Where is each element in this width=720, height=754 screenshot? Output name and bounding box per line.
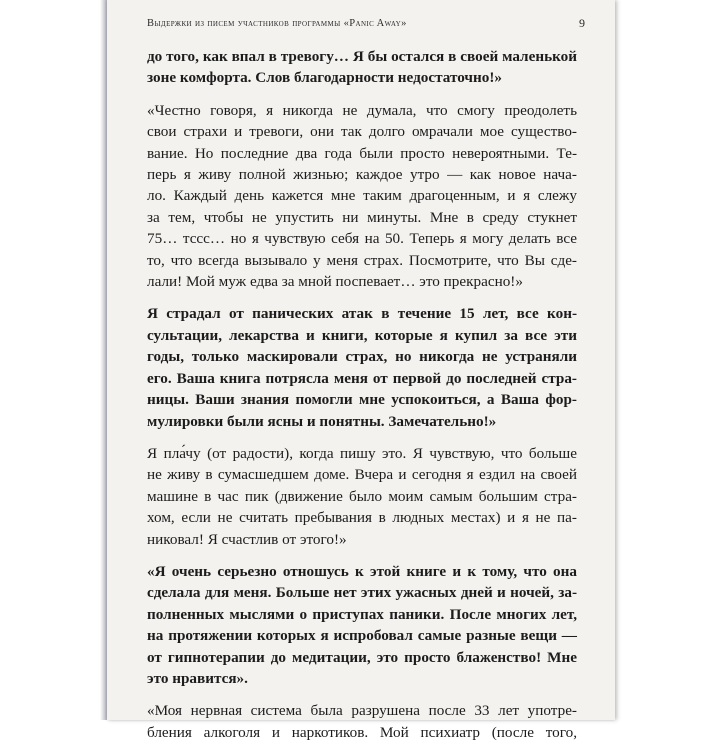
text-line: Я пла́чу (от радости), когда пишу это. Я чувствую, что больше [147, 444, 577, 462]
text-line: вание. Но последние два года были просто невероятными. Те- [147, 144, 577, 162]
text-line: «Я очень серьезно отношусь к этой книге и к тому, что она [147, 562, 577, 580]
paragraph [147, 100, 577, 293]
running-title: Выдержки из писем участников программы «Panic Away» [147, 18, 407, 29]
text-line: сделала для меня. Больше нет этих ужасных дней и ночей, за- [147, 584, 577, 602]
text-line: от гипнотерапии до медитации, это просто блаженство! Мне [147, 648, 577, 666]
text-line: мулировки были ясны и понятны. Замечательно!» [147, 412, 497, 430]
paragraph [147, 46, 577, 89]
text-line: «Честно говоря, я никогда не думала, что смогу преодолеть [147, 101, 577, 119]
page-number: 9 [579, 16, 585, 30]
text-line: хом, если не считать пребывания в людных местах) и я не па- [147, 509, 577, 527]
text-line: до того, как впал в тревогу… Я бы остался в своей маленькой [147, 48, 577, 65]
text-line: это нравится». [147, 669, 248, 687]
paragraph [147, 700, 577, 743]
text-line: свои страхи и тревоги, они так долго омрачали мое существо- [147, 123, 577, 141]
text-line: бления алкоголя и наркотиков. Мой психиатр (после того, [147, 723, 577, 741]
text-line: его. Ваша книга потрясла меня от первой до последней стра- [147, 369, 577, 387]
book-page [107, 0, 615, 741]
text-line: зоне комфорта. Слов благодарности недостаточно!» [147, 69, 502, 87]
text-line: никовал! Я счастлив от этого!» [147, 530, 347, 548]
text-line: годы, только маскировали страх, но никогда не устраняли [147, 348, 577, 366]
paragraph [147, 443, 577, 550]
text-line: сультации, лекарства и книги, которые я купил за все эти [147, 326, 577, 344]
paragraph [147, 303, 577, 431]
text-line: ло. Каждый день кажется мне таким драгоценным, и я слежу [147, 187, 577, 205]
text-line: 75… тссс… но я чувствую себя на 50. Теперь я могу делать все [147, 230, 577, 248]
text-line: перь я живу полной жизнью; каждое утро — как новое нача- [147, 166, 577, 184]
text-line: на протяжении которых я испробовал самые разные вещи — [147, 627, 577, 645]
text-line: «Моя нервная система была разрушена после 33 лет употре- [147, 702, 577, 720]
text-line: за тем, чтобы не упустить ни минуты. Мне в среду стукнет [147, 208, 577, 226]
text-line: лали! Мой муж едва за мной поспевает… это прекрасно!» [147, 273, 523, 291]
text-line: то, что всегда вызывало у меня страх. Посмотрите, что Вы сде- [147, 251, 577, 269]
text-line: не живу в сумасшедшем доме. Вчера и сегодня я ездил на своей [147, 466, 577, 484]
text-line: ницы. Ваши знания помогли мне успокоиться, а Ваша фор- [147, 391, 577, 409]
text-line: Я страдал от панических атак в течение 15 лет, все кон- [147, 305, 577, 323]
paragraph [147, 561, 577, 689]
text-line: машине в час пик (движение было моим самым большим стра- [147, 487, 577, 505]
text-line: полненных мыслями о приступах паники. После многих лет, [147, 605, 577, 623]
body-text [147, 46, 577, 754]
